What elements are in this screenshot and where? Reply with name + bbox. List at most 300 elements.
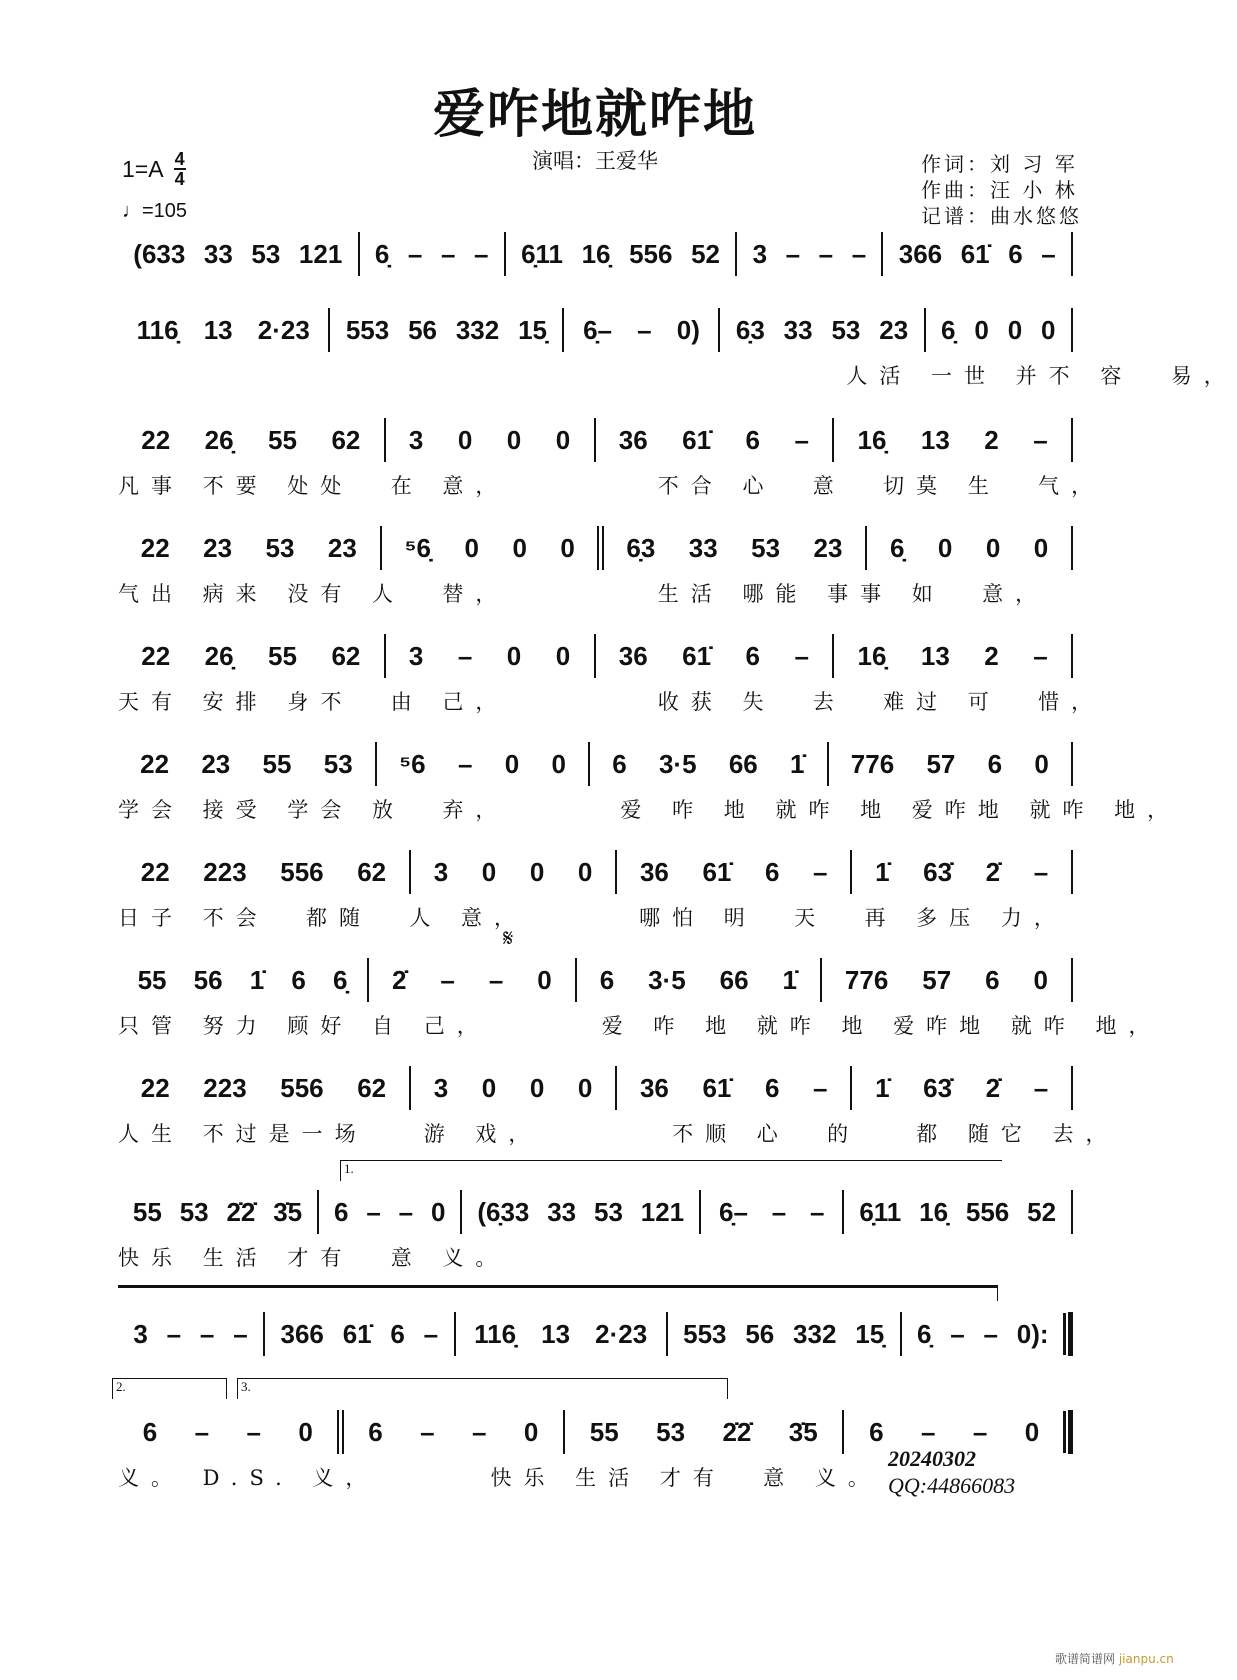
note-group: 36 [618, 640, 648, 671]
note-group: 56 [408, 314, 437, 345]
note-group: 53 [593, 1196, 623, 1227]
note-group: 6 [368, 1416, 383, 1447]
note-group: 6̣ [889, 532, 905, 563]
note-group: 116̣ [136, 314, 179, 345]
note-group: – [457, 748, 473, 779]
note-group: – [233, 1318, 248, 1349]
note-group: 33 [688, 532, 718, 563]
measure [118, 425, 384, 456]
note-group: 0 [512, 532, 527, 563]
note-group: – [1033, 1072, 1049, 1103]
note-group: 556 [965, 1196, 1010, 1227]
note-group: 0 [457, 424, 473, 455]
note-group: 23 [201, 748, 231, 779]
composer-credit: 作曲：汪 小 林 [921, 178, 1078, 202]
note-group: 13 [203, 314, 233, 345]
note-group: 1̇ [249, 964, 265, 995]
measure [118, 1319, 263, 1350]
measure [319, 1197, 460, 1228]
note-group: – [488, 964, 504, 995]
lyrics-row: 凡事 不要 处处 在 意， 不合 心 意 切莫 生 气， [118, 474, 1105, 498]
note-group: 0 [481, 856, 497, 887]
note-group: 61̇ [682, 640, 712, 671]
note-group: – [457, 640, 473, 671]
note-group: 62 [357, 856, 387, 887]
note-group: 223 [203, 856, 247, 887]
note-group: 556 [280, 1072, 324, 1103]
note-group: 16̣ [919, 1196, 949, 1227]
measure [720, 315, 923, 346]
note-group: – [983, 1318, 998, 1349]
note-group: 1̇ [790, 748, 805, 779]
lyrics-row: 日子 不会 都随 人 意， 哪怕 明 天 再 多压 力， [118, 906, 1067, 930]
note-group: – [1033, 856, 1049, 887]
note-group: 23 [203, 532, 233, 563]
measure [386, 641, 594, 672]
note-group: 6 [291, 964, 306, 995]
note-group: – [813, 856, 828, 887]
note-group: 52 [1027, 1196, 1057, 1227]
measure [852, 857, 1071, 888]
note-group: 2̇ [985, 1072, 1001, 1103]
note-group: 6 [745, 424, 761, 455]
note-group: 13 [920, 424, 950, 455]
note-group: 3 [433, 1072, 449, 1103]
notes-row [118, 1312, 1073, 1356]
note-group: 0 [1033, 964, 1048, 995]
note-group: 121 [640, 1196, 685, 1227]
note-group: 6 [869, 1416, 884, 1447]
song-title: 爱咋地就咋地 [432, 84, 757, 145]
lyrics-row: 气出 病来 没有 人 替， 生活 哪能 事事 如 意， [118, 582, 1049, 606]
key-signature [122, 150, 186, 188]
note-group: 6 [142, 1416, 158, 1447]
note-group: ⁵6 [398, 748, 426, 779]
notes-row [118, 308, 1073, 352]
note-group: 6̣ [941, 314, 956, 345]
note-group: – [398, 1196, 414, 1227]
measure [737, 239, 881, 270]
notes-row [118, 232, 1073, 276]
note-group: 55 [268, 424, 297, 455]
note-group: 53 [265, 532, 295, 563]
note-group: 0 [464, 532, 479, 563]
notes-row [118, 1066, 1073, 1110]
note-group: 0 [506, 640, 522, 671]
notes-row [118, 634, 1073, 678]
measure [565, 1417, 842, 1448]
note-group: 6 [985, 964, 1000, 995]
note-group: 1̇ [782, 964, 797, 995]
note-group: 53 [179, 1196, 209, 1227]
volta-second-ending: 2. [112, 1378, 227, 1399]
measure [883, 239, 1071, 270]
note-group: 6 [745, 640, 761, 671]
measure [118, 965, 367, 996]
note-group: 23 [813, 532, 843, 563]
note-group: 22 [140, 1072, 170, 1103]
note-group: – [785, 238, 801, 269]
note-group: (633 [133, 238, 186, 269]
note-group: – [1033, 640, 1048, 671]
note-group: 22 [140, 532, 170, 563]
barline [1071, 1066, 1073, 1110]
measure [844, 1417, 1064, 1448]
note-group: 33 [783, 314, 813, 345]
barline [1071, 418, 1073, 462]
note-group: 2 [984, 640, 999, 671]
measure [386, 425, 594, 456]
note-group: 57 [922, 964, 952, 995]
lyricist-credit: 作词：刘 习 军 [921, 152, 1078, 176]
note-group: – [851, 238, 867, 269]
note-group: 0 [504, 748, 520, 779]
note-group: – [818, 238, 834, 269]
note-group: 61̇ [960, 238, 990, 269]
note-group: 3 [433, 856, 449, 887]
note-group: 553 [345, 314, 390, 345]
note-group: – [423, 1318, 439, 1349]
note-group: – [166, 1318, 182, 1349]
note-group: – [472, 1416, 487, 1447]
note-group: 16̣ [857, 424, 887, 455]
note-group: 0 [1041, 314, 1056, 345]
note-group: 6 [612, 748, 627, 779]
note-group: 556 [629, 238, 673, 269]
note-group: 0 [1007, 314, 1023, 345]
note-group: 0 [529, 1072, 545, 1103]
barline [1071, 634, 1073, 678]
note-group: 55 [262, 748, 292, 779]
note-group: 366 [280, 1318, 324, 1349]
note-group: – [794, 424, 809, 455]
note-group: – [813, 1072, 828, 1103]
note-group: – [921, 1416, 936, 1447]
note-group: 223 [203, 1072, 247, 1103]
note-group: – [199, 1318, 215, 1349]
first-ending-rule-end [997, 1285, 998, 1301]
measure [411, 1073, 615, 1104]
note-group: – [1033, 424, 1048, 455]
note-group: 61̇ [702, 1072, 732, 1103]
note-group: 61̇ [342, 1318, 372, 1349]
note-group: 0 [430, 1196, 446, 1227]
note-group: 15̣ [518, 314, 548, 345]
transcriber-qq: QQ:44866083 [888, 1473, 1016, 1498]
note-group: 6̣– [719, 1196, 748, 1227]
note-group: 56 [193, 964, 223, 995]
note-group: 0 [1024, 1416, 1040, 1447]
measure [118, 641, 384, 672]
first-ending-rule [118, 1285, 998, 1288]
note-group: 3·5 [648, 964, 686, 995]
note-group: 26̣ [204, 424, 234, 455]
note-group: 0 [974, 314, 989, 345]
note-group: 2·23 [595, 1318, 648, 1349]
note-group: – [440, 964, 455, 995]
measure [382, 533, 598, 564]
lyrics-row: 快乐 生活 才有 意 义。 [118, 1246, 509, 1270]
note-group: ⁵6̣ [404, 532, 432, 563]
note-group: 33 [203, 238, 233, 269]
notes-row [118, 850, 1073, 894]
note-group: 0 [506, 424, 522, 455]
measure [596, 641, 833, 672]
barline [1071, 958, 1073, 1002]
note-group: 3·5 [658, 748, 697, 779]
measure [344, 1417, 564, 1448]
note-group: 6 [599, 964, 615, 995]
measure [456, 1319, 666, 1350]
note-group: 55 [589, 1416, 619, 1447]
note-group: 0) [676, 314, 700, 345]
note-group: – [950, 1318, 965, 1349]
measure [902, 1319, 1064, 1350]
note-group: 332 [455, 314, 500, 345]
note-group: 0 [555, 640, 571, 671]
measure [834, 425, 1071, 456]
note-group: 66 [719, 964, 749, 995]
note-group: 22 [141, 640, 171, 671]
note-group: 0 [551, 748, 566, 779]
barline [1071, 742, 1073, 786]
note-group: 2̇2̇ [226, 1196, 256, 1227]
measure [668, 1319, 900, 1350]
notes-row [118, 1190, 1073, 1234]
note-group: 121 [298, 238, 343, 269]
note-group: 3 [408, 424, 424, 455]
note-group: 2̇ [985, 856, 1001, 887]
measure [118, 239, 358, 270]
note-group: 0 [1033, 532, 1049, 563]
note-group: 16̣ [581, 238, 611, 269]
measure [369, 965, 575, 996]
measure [834, 641, 1071, 672]
barline [1071, 526, 1073, 570]
note-group: 1̇ [875, 856, 890, 887]
measure [822, 965, 1071, 996]
measure [265, 1319, 453, 1350]
measure [118, 1073, 409, 1104]
note-group: 2̇2̇ [722, 1416, 752, 1447]
measure [506, 239, 736, 270]
note-group: 55 [132, 1196, 162, 1227]
note-group: 6 [764, 856, 780, 887]
note-group: 0 [985, 532, 1001, 563]
note-group: 57 [926, 748, 956, 779]
note-group: 556 [280, 856, 324, 887]
measure [617, 857, 850, 888]
tempo-marking: ♩=105 [122, 200, 188, 222]
note-group: 0 [937, 532, 953, 563]
note-group: 53 [831, 314, 861, 345]
note-group: 66 [728, 748, 758, 779]
note-group: 2̇ [392, 964, 407, 995]
note-group: 776 [844, 964, 889, 995]
note-group: – [809, 1196, 825, 1227]
barline [1071, 232, 1073, 276]
measure [617, 1073, 850, 1104]
measure [577, 965, 820, 996]
lyrics-row: 只管 努力 顾好 自 己， 爱 咋 地 就咋 地 爱咋地 就咋 地， [118, 1014, 1162, 1038]
note-group: 0): [1016, 1318, 1049, 1349]
note-group: 62 [357, 1072, 387, 1103]
note-group: 56 [745, 1318, 775, 1349]
lyrics-row: 学会 接受 学会 放 弃， 爱 咋 地 就咋 地 爱咋地 就咋 地， [118, 798, 1181, 822]
note-group: 6̣ [374, 238, 390, 269]
lyrics-row: 天有 安排 身不 由 己， 收获 失 去 难过 可 惜， [118, 690, 1105, 714]
note-group: 22 [140, 856, 170, 887]
transcriber-credit: 记谱：曲水悠悠 [921, 204, 1082, 228]
measure [604, 533, 866, 564]
notes-row [118, 958, 1073, 1002]
lyrics-row: 人活 一世 并不 容 易， [118, 364, 1237, 388]
note-group: 23 [879, 314, 909, 345]
note-group: 13 [541, 1318, 571, 1349]
note-group: 0 [537, 964, 552, 995]
measure [118, 857, 409, 888]
note-group: – [972, 1416, 988, 1447]
note-group: 36 [639, 1072, 669, 1103]
note-group: (6̣33 [477, 1196, 530, 1227]
note-group: – [420, 1416, 435, 1447]
note-group: 26̣ [204, 640, 234, 671]
note-group: 6̣– [583, 314, 612, 345]
note-group: 0 [523, 1416, 539, 1447]
volta-third-ending: 3. [237, 1378, 728, 1399]
note-group: – [194, 1416, 210, 1447]
note-group: 1̇ [875, 1072, 890, 1103]
measure [360, 239, 504, 270]
note-group: – [366, 1196, 381, 1227]
notes-row [118, 526, 1073, 570]
measure [596, 425, 833, 456]
note-group: 13 [920, 640, 950, 671]
note-group: 0 [481, 1072, 497, 1103]
note-group: 62 [331, 640, 361, 671]
time-signature: $\frac{4}{4}$ [174, 149, 185, 189]
notes-row [118, 742, 1073, 786]
note-group: 3̇5 [273, 1196, 303, 1227]
note-group: 0 [298, 1416, 313, 1447]
note-group: 0 [555, 424, 571, 455]
barline [1068, 1312, 1073, 1356]
note-group: 55 [268, 640, 297, 671]
note-group: 2·23 [257, 314, 310, 345]
measure [829, 749, 1071, 780]
note-group: 22 [140, 748, 170, 779]
measure [118, 533, 380, 564]
note-group: 332 [793, 1318, 837, 1349]
note-group: 6 [764, 1072, 780, 1103]
measure [867, 533, 1071, 564]
measure [118, 749, 375, 780]
measure [462, 1197, 699, 1228]
note-group: 2 [984, 424, 999, 455]
note-group: 0 [529, 856, 545, 887]
credits-block [921, 151, 1082, 229]
note-group: 3 [133, 1318, 148, 1349]
note-group: 3̇5 [788, 1416, 818, 1447]
note-group: 0 [1034, 748, 1049, 779]
note-group: 53 [323, 748, 353, 779]
note-group: 6̣3 [626, 532, 656, 563]
note-group: 36 [639, 856, 669, 887]
note-group: 61̇ [682, 424, 712, 455]
note-group: 116̣ [474, 1318, 517, 1349]
note-group: 23 [327, 532, 357, 563]
note-group: 62 [331, 424, 361, 455]
volta-first-ending: 1. [340, 1160, 1002, 1181]
note-group: 3 [408, 640, 424, 671]
note-group: – [440, 238, 456, 269]
barline [1071, 1190, 1073, 1234]
transcription-date: 20240302 [888, 1446, 976, 1471]
note-group: 55 [137, 964, 167, 995]
note-group: 16̣ [857, 640, 887, 671]
note-group: 33 [547, 1196, 577, 1227]
measure [377, 749, 588, 780]
note-group: 52 [691, 238, 720, 269]
note-group: – [794, 640, 809, 671]
measure [118, 315, 328, 346]
notes-row [118, 418, 1073, 462]
measure [564, 315, 718, 346]
note-group: 63̇ [923, 856, 953, 887]
note-group: 6̣11 [859, 1196, 902, 1227]
note-group: 366 [898, 238, 943, 269]
note-group: – [637, 314, 652, 345]
measure [590, 749, 827, 780]
note-group: 776 [850, 748, 895, 779]
note-group: 6̣ [332, 964, 348, 995]
note-group: 63̇ [923, 1072, 953, 1103]
note-group: – [771, 1196, 787, 1227]
note-group: – [407, 238, 423, 269]
note-group: 6 [1008, 238, 1023, 269]
note-group: 15̣ [855, 1318, 885, 1349]
singer-credit: 演唱：王爱华 [532, 149, 658, 173]
measure [411, 857, 615, 888]
lyrics-row: 人生 不过是一场 游 戏， 不顺 心 的 都 随它 去， [118, 1122, 1119, 1146]
barline [1068, 1410, 1073, 1454]
measure [852, 1073, 1071, 1104]
note-group: 3 [752, 238, 768, 269]
note-group: – [1041, 238, 1056, 269]
barline [1071, 850, 1073, 894]
note-group: 53 [751, 532, 781, 563]
note-group: 553 [683, 1318, 727, 1349]
note-group: 6̣ [917, 1318, 932, 1349]
key-label: 1=A [122, 155, 164, 182]
measure [330, 315, 562, 346]
note-group: 0 [577, 856, 593, 887]
note-group: – [474, 238, 489, 269]
watermark: 歌谱简谱网 jianpu.cn [1055, 1652, 1174, 1666]
note-group: 6 [334, 1196, 349, 1227]
note-group: 0 [560, 532, 575, 563]
measure [118, 1197, 317, 1228]
note-group: 53 [656, 1416, 686, 1447]
note-group: 6̣11 [521, 238, 564, 269]
note-group: 6 [390, 1318, 405, 1349]
note-group: 6̣3 [735, 314, 765, 345]
segno-sign: 𝄋 [503, 924, 514, 952]
note-group: – [246, 1416, 261, 1447]
note-group: 53 [251, 238, 281, 269]
note-group: 61̇ [702, 856, 732, 887]
measure [844, 1197, 1071, 1228]
